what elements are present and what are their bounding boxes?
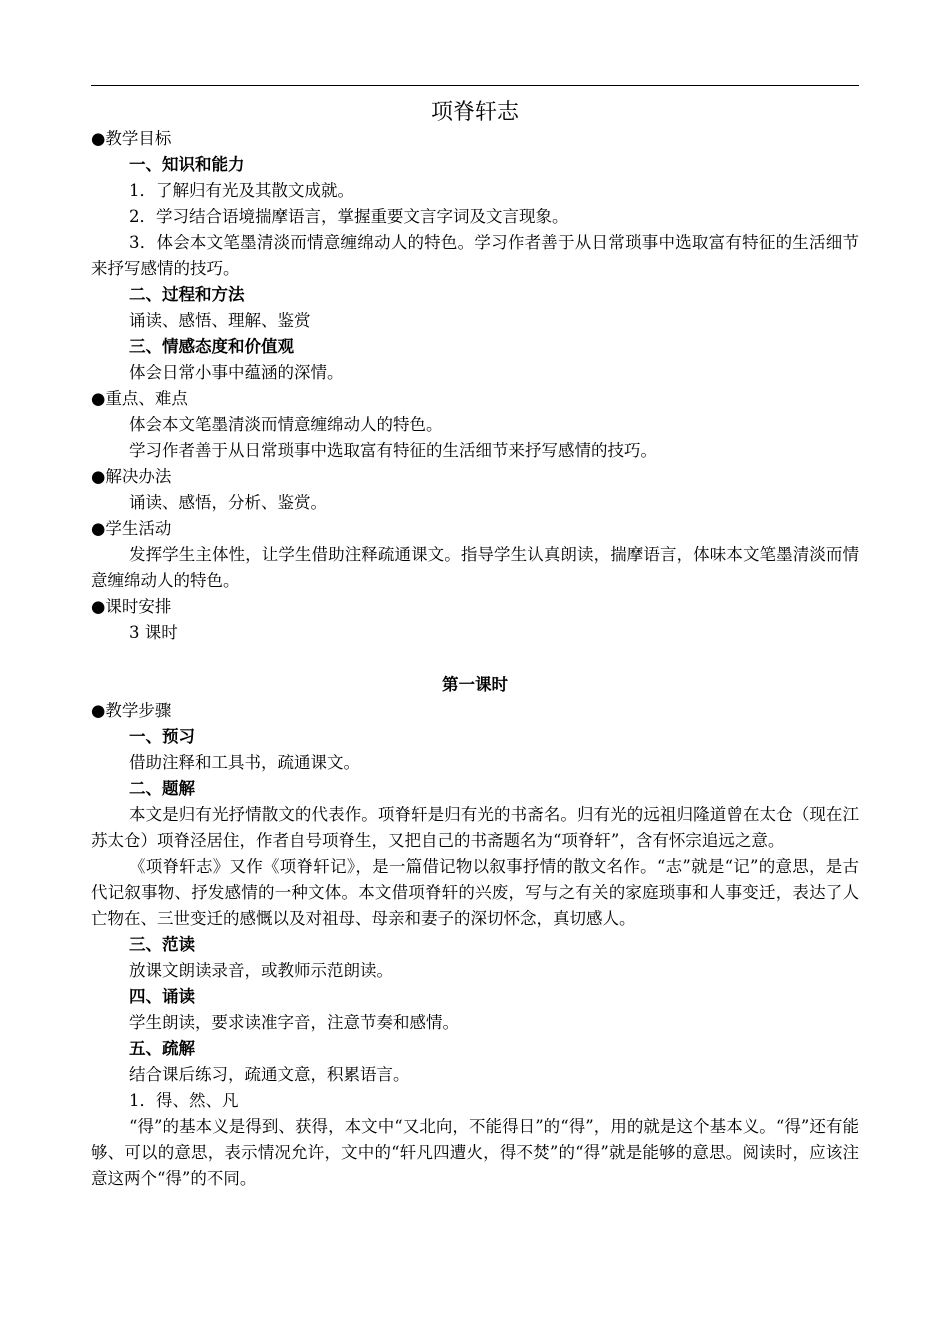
goal-item-3: 3．体会本文笔墨清淡而情意缠绵动人的特色。学习作者善于从日常琐事中选取富有特征的生活细节来抒写感情的技巧。 (91, 233, 859, 278)
key-point-2: 学习作者善于从日常琐事中选取富有特征的生活细节来抒写感情的技巧。 (129, 441, 657, 460)
emotion-values-title: 三、情感态度和价值观 (129, 337, 294, 356)
title-explanation-p1: 本文是归有光抒情散文的代表作。项脊轩是归有光的书斋名。归有光的远祖归隆道曾在太仓（现在江苏太仓）项脊泾居住，作者自号项脊生，又把自己的书斋题名为“项脊轩”，含有怀宗追远之意。 (91, 805, 859, 850)
student-activity-text: 发挥学生主体性，让学生借助注释疏通课文。指导学生认真朗读，揣摩语言，体味本文笔墨清淡而情意缠绵动人的特色。 (91, 545, 859, 590)
lesson-title: 第一课时 (442, 675, 508, 694)
model-reading-text: 放课文朗读录音，或教师示范朗读。 (129, 961, 393, 980)
key-point-1: 体会本文笔墨清淡而情意缠绵动人的特色。 (129, 415, 443, 434)
recitation-title: 四、诵读 (129, 987, 195, 1006)
title-explanation-p2: 《项脊轩志》又作《项脊轩记》，是一篇借记物以叙事抒情的散文名作。“志”就是“记”的意思，是古代记叙事物、抒发感情的一种文体。本文借项脊轩的兴废，写与之有关的家庭琐事和人事变迁，表达了人亡物在、三世变迁的感慨以及对祖母、母亲和妻子的深切怀念，真切感人。 (91, 857, 859, 928)
explanation-title: 五、疏解 (129, 1039, 195, 1058)
recitation-text: 学生朗读，要求读准字音，注意节奏和感情。 (129, 1013, 459, 1032)
student-activity-heading: ●学生活动 (91, 519, 172, 538)
schedule-heading: ●课时安排 (91, 597, 172, 616)
solution-heading: ●解决办法 (91, 467, 172, 486)
goal-item-2: 2．学习结合语境揣摩语言，掌握重要文言字词及文言现象。 (129, 207, 569, 226)
preview-title: 一、预习 (129, 727, 195, 746)
page-title: 项脊轩志 (430, 100, 519, 125)
preview-text: 借助注释和工具书，疏通课文。 (129, 753, 360, 772)
explanation-item-1: 1．得、然、凡 (129, 1091, 239, 1110)
knowledge-ability-title: 一、知识和能力 (129, 155, 245, 174)
model-reading-title: 三、范读 (129, 935, 195, 954)
process-method-text: 诵读、感悟、理解、鉴赏 (129, 311, 311, 330)
emotion-values-text: 体会日常小事中蕴涵的深情。 (129, 363, 344, 382)
teaching-steps-heading: ●教学步骤 (91, 701, 172, 720)
explanation-text: 结合课后练习，疏通文意，积累语言。 (129, 1065, 410, 1084)
document-body (91, 126, 859, 1192)
explanation-paragraph: “得”的基本义是得到、获得，本文中“又北向，不能得日”的“得”，用的就是这个基本义。“得”还有能够、可以的意思，表示情况允许，文中的“轩凡四遭火，得不焚”的“得”就是能够的意思。阅读时，应该注意这两个“得”的不同。 (91, 1117, 859, 1188)
solution-text: 诵读、感悟，分析、鉴赏。 (129, 493, 327, 512)
process-method-title: 二、过程和方法 (129, 285, 245, 304)
goal-item-1: 1．了解归有光及其散文成就。 (129, 181, 354, 200)
title-explanation-title: 二、题解 (129, 779, 195, 798)
teaching-goals-heading: ●教学目标 (91, 129, 172, 148)
schedule-text: 3 课时 (129, 623, 178, 642)
key-points-heading: ●重点、难点 (91, 389, 188, 408)
header-rule (91, 85, 859, 86)
section-gap (91, 646, 859, 672)
